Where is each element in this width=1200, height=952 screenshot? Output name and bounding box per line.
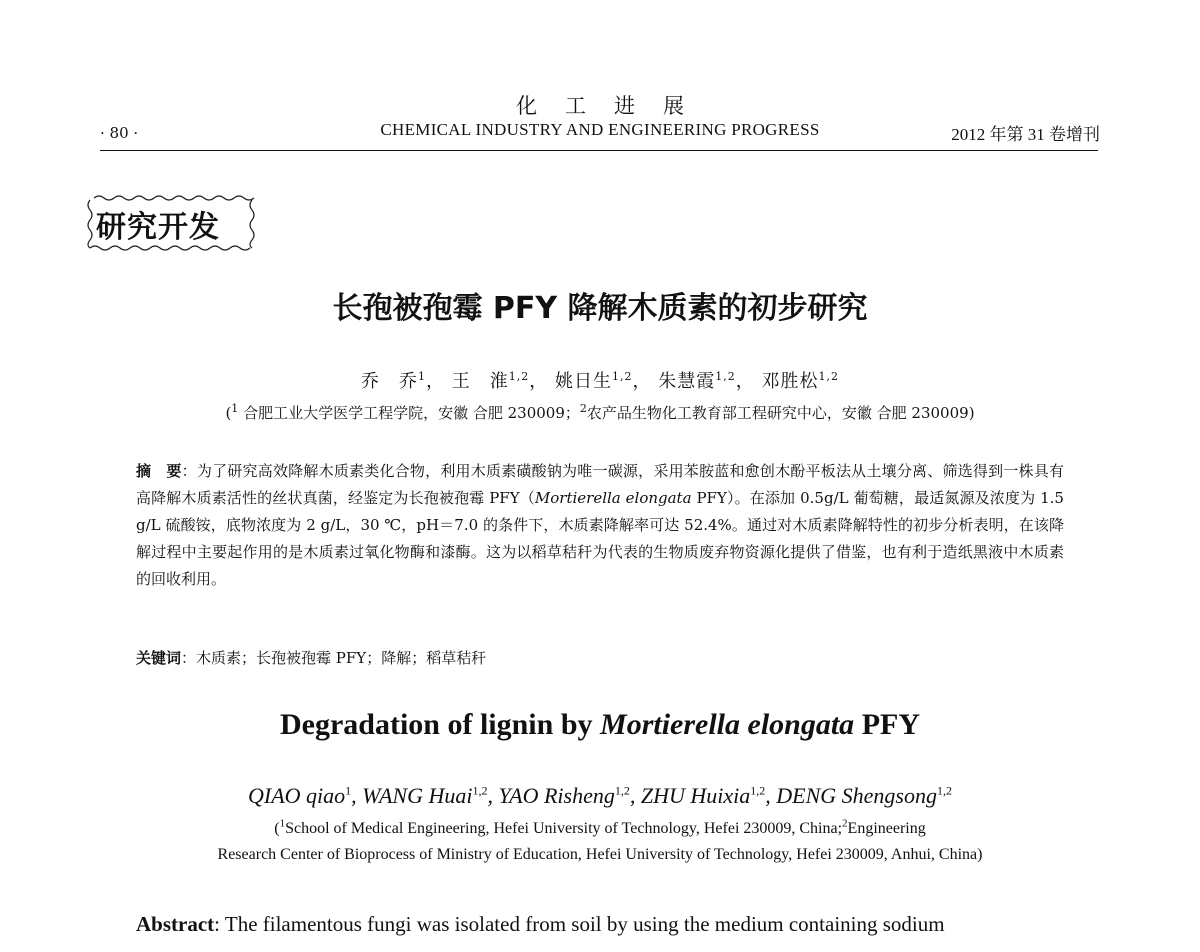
author-name: 姚日生 bbox=[555, 371, 612, 392]
author-affiliation-mark: 1,2 bbox=[818, 370, 839, 383]
title-text: Degradation of lignin by bbox=[279, 708, 601, 741]
author-name: QIAO qiao bbox=[248, 783, 346, 808]
author-affiliation-mark: 1,2 bbox=[750, 783, 766, 798]
author-affiliation-mark: 1,2 bbox=[508, 370, 530, 383]
journal-title-cn: 化工进展 bbox=[516, 94, 712, 118]
keywords-text: ：木质素；长孢被孢霉 PFY；降解；稻草秸秆 bbox=[181, 649, 487, 667]
affiliation-mark: 2 bbox=[579, 402, 587, 415]
affiliation-en-line2: Research Center of Bioprocess of Ministry of Education, Hefei University of Technology, Hefei 230009, Anhui, China) bbox=[217, 846, 983, 863]
affiliation-mark: 1 bbox=[279, 817, 286, 830]
author-name: DENG Shengsong bbox=[776, 783, 937, 808]
paper-title-cn: 长孢被孢霉 PFY 降解木质素的初步研究 bbox=[332, 291, 868, 326]
author-name: 乔 乔 bbox=[361, 371, 419, 392]
issue-info: 2012 年第 31 卷增刊 bbox=[951, 125, 1100, 144]
section-label: 研究开发 bbox=[96, 210, 220, 245]
affiliation-cn: ($^1$ 合肥工业大学医学工程学院，安徽 合肥 230009；$^2$农产品生物化工教育部工程研究中心，安徽 合肥 230009) bbox=[225, 402, 975, 422]
abstract-text: : The filamentous fungi was isolated from soil by using the medium containing sodium bbox=[214, 912, 945, 936]
author-list-en: QIAO qiao$^1$, WANG Huai$^{1,2}$, YAO Risheng$^{1,2}$, ZHU Huixia$^{1,2}$, DENG Shengsong$^{1,2}$ bbox=[248, 783, 952, 808]
abstract-cn bbox=[136, 458, 1064, 593]
author-affiliation-mark: 1 bbox=[418, 370, 427, 383]
keywords-cn bbox=[136, 647, 1064, 668]
author-name: 朱慧霞 bbox=[658, 371, 716, 392]
header-rule bbox=[100, 150, 1098, 151]
author-affiliation-mark: 1,2 bbox=[614, 783, 630, 798]
author-name: YAO Risheng bbox=[498, 783, 615, 808]
author-name: ZHU Huixia bbox=[640, 783, 751, 808]
title-text: PFY bbox=[854, 708, 921, 741]
affiliation-text: 农产品生物化工教育部工程研究中心，安徽 合肥 230009 bbox=[586, 404, 969, 422]
abstract-en bbox=[136, 912, 1064, 937]
author-list-cn: 乔 乔$^1$， 王 淮$^{1,2}$， 姚日生$^{1,2}$， 朱慧霞$^{1,2}$， 邓胜松$^{1,2}$ bbox=[361, 370, 839, 392]
author-name: WANG Huai bbox=[362, 783, 473, 808]
affiliation-en-line1: ($^1$School of Medical Engineering, Hefei University of Technology, Hefei 230009, China;$^2$Engineering bbox=[274, 817, 926, 837]
affiliation-text: 合肥工业大学医学工程学院，安徽 合肥 230009； bbox=[238, 404, 580, 422]
author-affiliation-mark: 1,2 bbox=[936, 783, 952, 798]
journal-title-en: CHEMICAL INDUSTRY AND ENGINEERING PROGRESS bbox=[380, 120, 820, 139]
author-affiliation-mark: 1,2 bbox=[715, 370, 736, 383]
affiliation-mark: 1 bbox=[231, 402, 239, 415]
running-header bbox=[100, 120, 1100, 148]
author-affiliation-mark: 1,2 bbox=[472, 783, 488, 798]
abstract-text: ：为了研究高效降解木质素类化合物，利用木质素磺酸钠为唯一碳源，采用苯胺蓝和愈创木酚平板法从土壤分离、筛选得到一株具有高降解木质素活性的丝状真菌，经鉴定为长孢被孢霉 PFY（ bbox=[136, 462, 1064, 507]
keywords-label-cn: 关键词 bbox=[136, 649, 182, 667]
author-name: 王 淮 bbox=[451, 371, 509, 392]
author-affiliation-mark: 1,2 bbox=[612, 370, 633, 383]
affiliation-text: School of Medical Engineering, Hefei University of Technology, Hefei 230009, China; bbox=[285, 820, 843, 837]
abstract-label-cn: 摘 要 bbox=[136, 462, 182, 480]
affiliation-text: Engineering bbox=[847, 820, 926, 837]
species-name: Mortierella elongata bbox=[534, 489, 692, 507]
author-affiliation-mark: 1 bbox=[345, 783, 352, 798]
section-badge bbox=[84, 192, 262, 254]
author-name: 邓胜松 bbox=[761, 371, 819, 392]
page-number: · 80 · bbox=[100, 124, 139, 142]
paper-title-en bbox=[0, 708, 1200, 742]
abstract-text: PFY）。在添加 0.5g/L 葡萄糖，最适氮源及浓度为 1.5 g/L 硫酸铵，底物浓度为 2 g/L，30 ℃，pH＝7.0 的条件下，木质素降解率可达 52.4%。通过对木质素降解特性的初步分析表明，在该降解过程中主要起作用的是木质素过氧化物酶和漆酶。这为以稻草秸秆为代表的生物质废弃物资源化提供了借鉴，也有利于造纸黑液中木质素的回收利用。 bbox=[136, 489, 1064, 588]
affiliation-mark: 2 bbox=[842, 817, 848, 830]
abstract-label-en: Abstract bbox=[136, 912, 215, 936]
species-name: Mortierella elongata bbox=[600, 708, 855, 741]
